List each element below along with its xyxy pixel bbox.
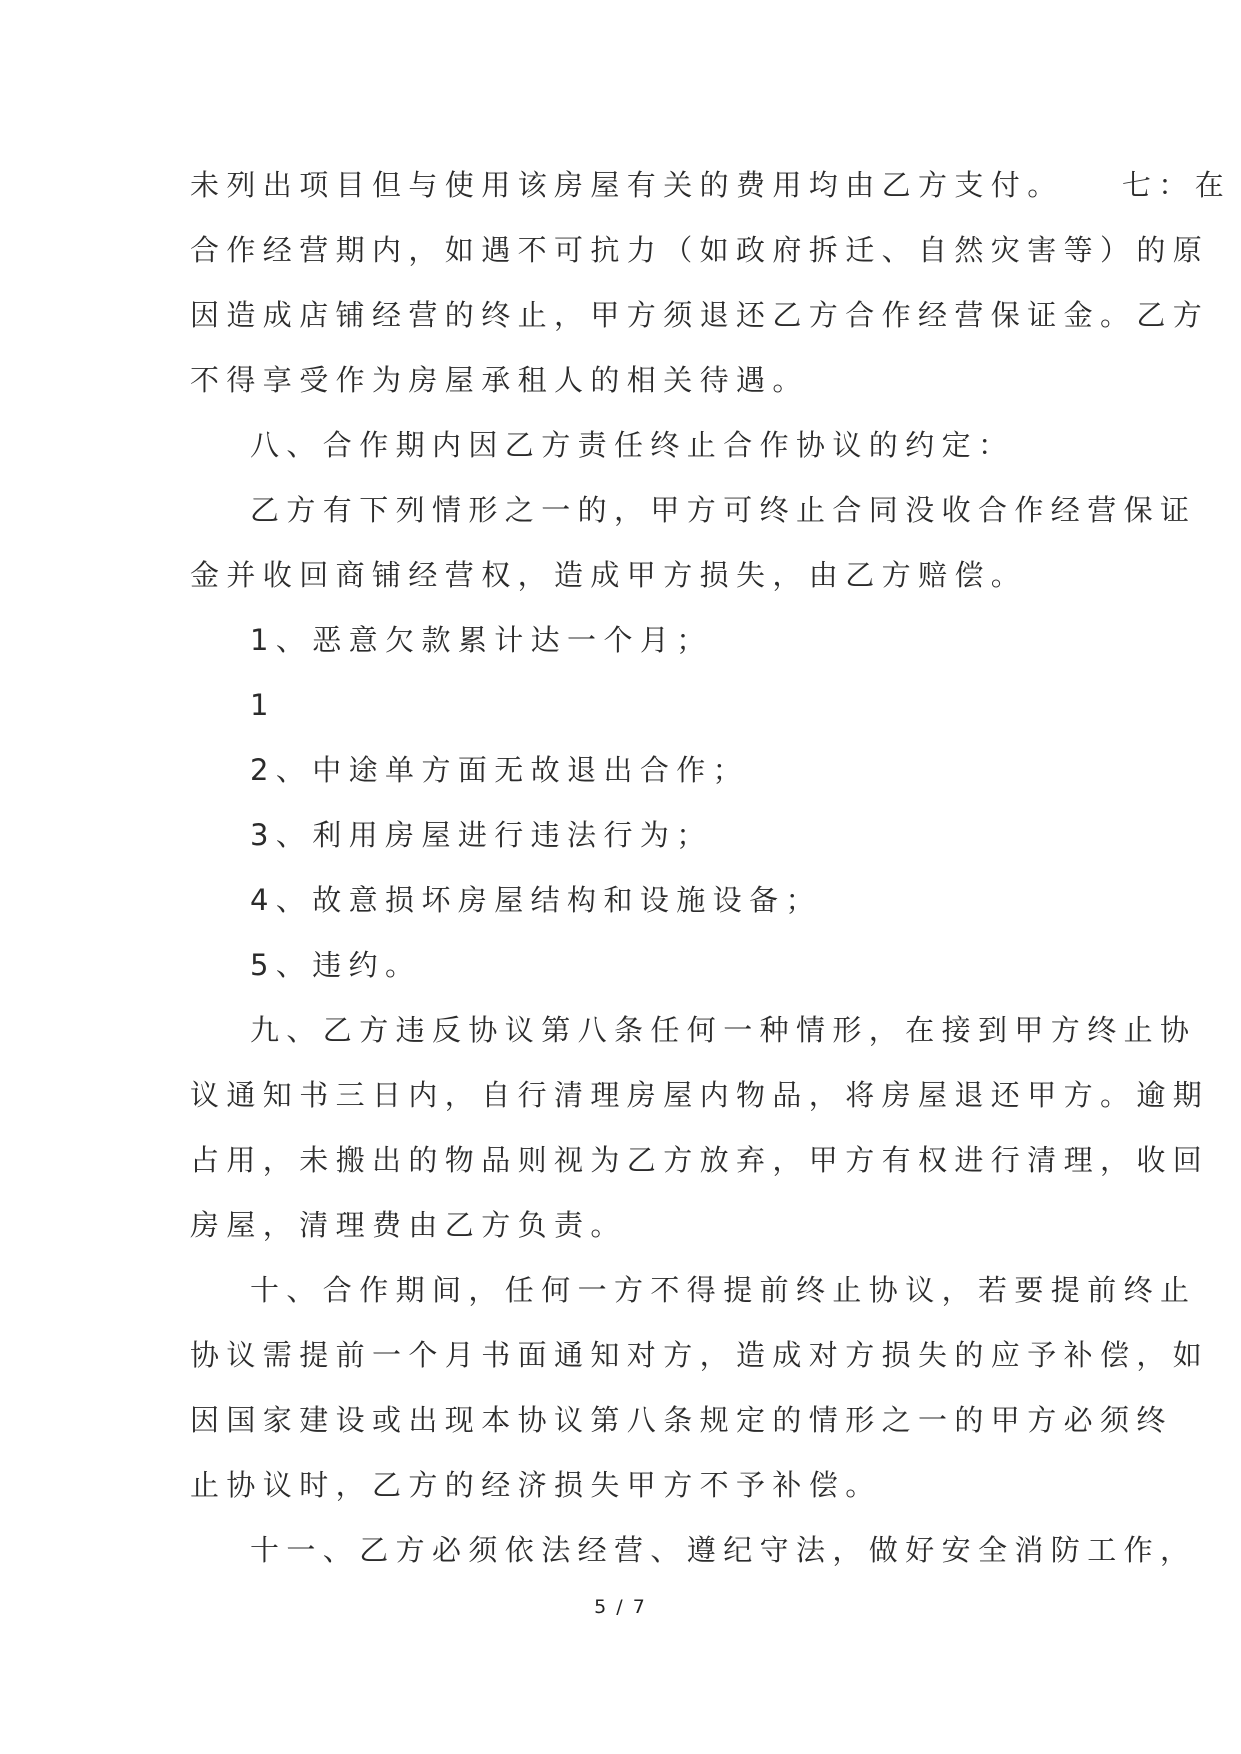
text-line: 协议需提前一个月书面通知对方，造成对方损失的应予补偿，如 — [190, 1338, 1210, 1372]
text-line: 1 — [250, 688, 276, 722]
page-number: 5 / 7 — [594, 1596, 647, 1618]
text-line: 因造成店铺经营的终止，甲方须退还乙方合作经营保证金。乙方 — [190, 298, 1210, 332]
text-line: 止协议时，乙方的经济损失甲方不予补偿。 — [190, 1468, 882, 1502]
text-line: 未列出项目但与使用该房屋有关的费用均由乙方支付。 七：在 — [190, 168, 1232, 202]
text-line: 十、合作期间，任何一方不得提前终止协议，若要提前终止 — [250, 1273, 1197, 1307]
list-item: 3、利用房屋进行违法行为； — [250, 818, 713, 852]
text-line: 因国家建设或出现本协议第八条规定的情形之一的甲方必须终 — [190, 1403, 1173, 1437]
text-line: 十一、乙方必须依法经营、遵纪守法，做好安全消防工作， — [250, 1533, 1197, 1567]
list-item: 1、恶意欠款累计达一个月； — [250, 623, 713, 657]
section-heading: 八、合作期内因乙方责任终止合作协议的约定： — [250, 428, 1015, 462]
text-line: 九、乙方违反协议第八条任何一种情形，在接到甲方终止协 — [250, 1013, 1197, 1047]
list-item: 5、违约。 — [250, 948, 422, 982]
text-line: 金并收回商铺经营权，造成甲方损失，由乙方赔偿。 — [190, 558, 1028, 592]
text-line: 房屋，清理费由乙方负责。 — [190, 1208, 627, 1242]
list-item: 2、中途单方面无故退出合作； — [250, 753, 750, 787]
text-line: 占用，未搬出的物品则视为乙方放弃，甲方有权进行清理，收回 — [190, 1143, 1210, 1177]
text-line: 合作经营期内，如遇不可抗力（如政府拆迁、自然灾害等）的原 — [190, 233, 1210, 267]
list-item: 4、故意损坏房屋结构和设施设备； — [250, 883, 822, 917]
text-line: 不得享受作为房屋承租人的相关待遇。 — [190, 363, 809, 397]
text-line: 乙方有下列情形之一的，甲方可终止合同没收合作经营保证 — [250, 493, 1197, 527]
text-line: 议通知书三日内，自行清理房屋内物品，将房屋退还甲方。逾期 — [190, 1078, 1210, 1112]
